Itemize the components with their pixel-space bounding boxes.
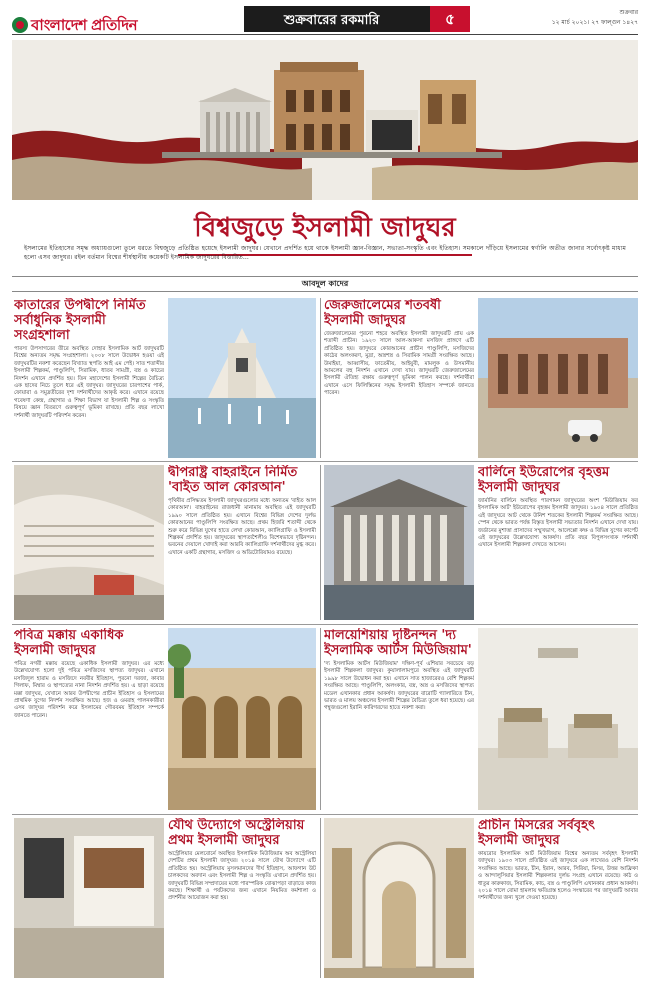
- article-body: কায়রোর ইসলামিক আর্ট মিউজিয়াম বিশ্বের অন্যতম সর্ববৃহৎ ইসলামী জাদুঘর। ১৯০৩ সালে প্রতিষ্ঠিত এই জাদুঘরে এক লাখেরও বেশি নিদর্শন সংরক্ষিত আছে। ভারত, চীন, ইরান, আরব, সিরিয়া, মিসর, উত্তর আফ্রিকা ও আন্দালুসিয়ার ইসলামী শিল্পকলার দুর্লভ সংগ্রহ এখানে রয়েছে। কাঠ ও ধাতুর কারুকাজ, সিরামিক, কাচ, বস্ত্র ও পাণ্ডুলিপি এখানকার প্রধান আকর্ষণ। ২০১৪ সালে বোমা হামলায় ক্ষতিগ্রস্ত হলেও সংস্কারের পর জাদুঘরটি আবার দর্শনার্থীদের জন্য খুলে দেওয়া হয়েছে।: [478, 851, 638, 902]
- byline: আবদুল কাদের: [12, 276, 638, 292]
- photo-makkah-museum: [168, 628, 316, 810]
- photo-berlin-museum: [324, 465, 474, 620]
- article-title: প্রাচীন মিসরের সর্ববৃহৎ ইসলামী জাদুঘর: [478, 818, 595, 848]
- photo-qatar-museum: [168, 298, 316, 458]
- headline-text: বিশ্বজুড়ে ইসলামী জাদুঘর: [178, 204, 471, 256]
- article-body: পারস্য উপসাগরের তীরে অবস্থিত দোহার ইসলামিক আর্ট জাদুঘরটি বিশ্বের অন্যতম সমৃদ্ধ সংগ্রহশালা। ২০০৮ সালে উদ্বোধন হওয়া এই জাদুঘরটির নকশা করেছেন বিখ্যাত স্থপতি আই এম পেই। সাত শতাব্দীর ইসলামী শিল্পকর্ম, পাণ্ডুলিপি, সিরামিক, ধাতব সামগ্রী, বস্ত্র ও কাচের নিদর্শন এখানে প্রদর্শিত হয়। তিন মহাদেশের ইসলামী শিল্পের বৈচিত্র্য এক ছাদের নিচে তুলে ধরে এই জাদুঘর। জাদুঘরের চারপাশের পার্ক, ফোয়ারা ও সমুদ্রতীরের দৃশ্য দর্শনার্থীদের আকৃষ্ট করে। এখানে রয়েছে গবেষণা কেন্দ্র, গ্রন্থাগার ও শিক্ষা বিভাগ যা ইসলামী শিল্প ও সংস্কৃতি বিষয়ে জ্ঞান বিতরণে গুরুত্বপূর্ণ ভূমিকা রাখছে। প্রতি বছর লাখো দর্শনার্থী জাদুঘরটি পরিদর্শন করেন।: [14, 346, 164, 419]
- photo-australia-museum: [14, 818, 164, 978]
- article-australia: [168, 818, 316, 978]
- photo-egypt-museum: [324, 818, 474, 978]
- page-number: ৫: [430, 6, 470, 32]
- article-title: বার্লিনে ইউরোপের বৃহত্তম ইসলামী জাদুঘর: [478, 465, 610, 495]
- date-text: ১২ মার্চ ২০২১। ২৭ ফাল্গুন ১৪২৭: [551, 19, 638, 26]
- article-jerusalem: [324, 298, 474, 458]
- row-divider: [12, 624, 638, 625]
- day-text: শুক্রবার: [619, 9, 638, 16]
- photo-jerusalem-museum: [478, 298, 638, 458]
- row-divider: [12, 461, 638, 462]
- dateline: [552, 8, 638, 28]
- article-title: কাতারের উপদ্বীপে নির্মিত সর্বাধুনিক ইসলামী সংগ্রহশালা: [14, 298, 146, 343]
- article-body: পৃথিবীর প্রসিদ্ধতম ইসলামী জাদুঘরগুলোর মধ্যে অন্যতম 'বাইত আল কোরআন'। বাহরাইনের রাজধানী মানামায় অবস্থিত এই জাদুঘরটি ১৯৯০ সালে প্রতিষ্ঠিত হয়। এখানে বিশ্বের বিভিন্ন দেশের দুর্লভ কোরআনের পাণ্ডুলিপি সংরক্ষিত আছে। প্রথম হিজরি শতাব্দী থেকে শুরু করে বিভিন্ন যুগের হাতে লেখা কোরআন, ক্যালিগ্রাফি ও ইসলামী শিল্পকর্ম প্রদর্শিত হয়। জাদুঘরের স্থাপত্যশৈলীও বিশেষভাবে দৃষ্টিনন্দন। ভবনের দেয়ালে খোদাই করা আরবি ক্যালিগ্রাফি দর্শনার্থীদের মুগ্ধ করে। এখানে একটি গ্রন্থাগার, মসজিদ ও অডিটোরিয়ামও রয়েছে।: [168, 498, 316, 556]
- article-body: জেরুজালেমের পুরনো শহরে অবস্থিত ইসলামী জাদুঘরটি প্রায় এক শতাব্দী প্রাচীন। ১৯২৩ সালে আল-আকসা মসজিদ প্রাঙ্গণে এটি প্রতিষ্ঠিত হয়। জাদুঘরে কোরআনের প্রাচীন পাণ্ডুলিপি, মসজিদের কাঠের অলংকরণ, মুদ্রা, অস্ত্রশস্ত্র ও সিরামিক সামগ্রী সংরক্ষিত আছে। উমাইয়া, আব্বাসীয়, ফাতেমীয়, আইয়ুবী, মামলুক ও উসমানীয় আমলের বহু নিদর্শন এখানে দেখা যায়। জাদুঘরটি জেরুজালেমের ইসলামী ঐতিহ্য রক্ষায় গুরুত্বপূর্ণ ভূমিকা পালন করছে। দর্শনার্থীরা এখানে এসে ফিলিস্তিনের সমৃদ্ধ ইসলামী ইতিহাস সম্পর্কে জানতে পারেন।: [324, 331, 474, 397]
- masthead-rule: [12, 34, 638, 35]
- column-divider: [320, 298, 321, 458]
- photo-malaysia-museum: [478, 628, 638, 810]
- article-body: অস্ট্রেলিয়ার মেলবোর্নে অবস্থিত ইসলামিক মিউজিয়াম অব অস্ট্রেলিয়া দেশটির প্রথম ইসলামী জাদুঘর। ২০১৪ সালে যৌথ উদ্যোগে এটি প্রতিষ্ঠিত হয়। অস্ট্রেলিয়ায় মুসলমানদের দীর্ঘ ইতিহাস, আফগান উট চালকদের অবদান এবং ইসলামী শিল্প ও সংস্কৃতি এখানে প্রদর্শিত হয়। জাদুঘরটি বিভিন্ন সম্প্রদায়ের মধ্যে পারস্পরিক বোঝাপড়া বাড়াতে কাজ করছে। শিক্ষার্থী ও পর্যটকদের জন্য এখানে নিয়মিত কর্মশালা ও প্রদর্শনীর আয়োজন করা হয়।: [168, 851, 316, 902]
- logo-text: বাংলাদেশ প্রতিদিন: [31, 16, 138, 34]
- article-body: পবিত্র নগরী মক্কায় রয়েছে একাধিক ইসলামী জাদুঘর। এর মধ্যে উল্লেখযোগ্য হলো দুই পবিত্র মসজিদের স্থাপত্য জাদুঘর। এখানে মসজিদুল হারাম ও মসজিদে নববীর ইতিহাস, পুরনো দরজা, কাবার গিলাফ, মিম্বার ও স্থাপত্যের নানা নিদর্শন প্রদর্শিত হয়। এ ছাড়া রয়েছে মক্কা জাদুঘর, যেখানে আরব উপদ্বীপের প্রাচীন ইতিহাস ও ইসলামের প্রাথমিক যুগের নিদর্শন সংরক্ষিত আছে। হজ ও ওমরাহ পালনকারীরা এসব জাদুঘর পরিদর্শন করে ইসলামের গৌরবময় ইতিহাস সম্পর্কে জানতে পারেন।: [14, 661, 164, 719]
- newspaper-logo[interactable]: [12, 14, 137, 39]
- article-title: মালয়েশিয়ায় দৃষ্টিনন্দন 'দ্য ইসলামিক আর্টস মিউজিয়াম': [324, 628, 472, 658]
- article-makkah: [14, 628, 164, 810]
- article-title: পবিত্র মক্কায় একাধিক ইসলামী জাদুঘর: [14, 628, 124, 658]
- article-title: জেরুজালেমের শতবর্ষী ইসলামী জাদুঘর: [324, 298, 441, 328]
- article-malaysia: [324, 628, 474, 810]
- article-qatar: [14, 298, 164, 458]
- article-title: দ্বীপরাষ্ট্র বাহরাইনে নির্মিত 'বাইত আল কোরআন': [168, 465, 298, 495]
- photo-bahrain-museum: [14, 465, 164, 620]
- article-bahrain: [168, 465, 316, 620]
- article-body: 'দ্য ইসলামিক আর্টস মিউজিয়াম' দক্ষিণ-পূর্ব এশিয়ার সবচেয়ে বড় ইসলামী শিল্পকলা জাদুঘর। কুয়ালালামপুরে অবস্থিত এই জাদুঘরটি ১৯৯৮ সালে উদ্বোধন করা হয়। এখানে সাত হাজারেরও বেশি শিল্পকর্ম সংরক্ষিত আছে। পাণ্ডুলিপি, অলংকার, বস্ত্র, অস্ত্র ও মসজিদের স্থাপত্য মডেল এখানকার প্রধান আকর্ষণ। জাদুঘরের বারোটি গ্যালারিতে চীন, ভারত ও মালয় অঞ্চলের ইসলামী শিল্পের বৈচিত্র্য তুলে ধরা হয়েছে। এর গম্বুজগুলো ইরানি কারিগরদের হাতে নকশা করা।: [324, 661, 474, 712]
- logo-emblem-icon: [12, 17, 28, 33]
- column-divider: [320, 818, 321, 978]
- article-berlin: [478, 465, 638, 620]
- column-divider: [320, 628, 321, 810]
- section-title-text: শুক্রবারের রকমারি: [284, 13, 380, 28]
- intro-paragraph: ইসলামের ইতিহাসের সমৃদ্ধ অধ্যায়গুলো তুলে ধরতে বিশ্বজুড়ে প্রতিষ্ঠিত হয়েছে ইসলামী জাদুঘর। যেখানে প্রদর্শিত হয়ে থাকে ইসলামী জ্ঞান-বিজ্ঞান, সভ্যতা-সংস্কৃতি এবং ইতিহাস। সমকালে দাঁড়িয়ে ইসলামের স্বর্ণালি অতীত জানার সর্বোৎকৃষ্ট মাধ্যম হলো এসব জাদুঘর। রইল বর্তমান বিশ্বের শীর্ষস্থানীয় কয়েকটি ইসলামিক জাদুঘরের বিত্তারিত...: [24, 245, 626, 262]
- article-body: জার্মানির বার্লিনে অবস্থিত পারগামন জাদুঘরের অংশ 'মিউজিয়াম ফর ইসলামিক আর্ট' ইউরোপের বৃহত্তম ইসলামী জাদুঘর। ১৯০৪ সালে প্রতিষ্ঠিত এই জাদুঘরে আট থেকে উনিশ শতকের ইসলামী শিল্পকর্ম সংরক্ষিত আছে। স্পেন থেকে ভারত পর্যন্ত বিস্তৃত ইসলামী সভ্যতার নিদর্শন এখানে দেখা যায়। জর্ডানের মুশাত্তা প্রাসাদের সম্মুখভাগ, আলেপ্পো কক্ষ ও বিভিন্ন যুগের কার্পেট এই জাদুঘরের উল্লেখযোগ্য আকর্ষণ। প্রতি বছর বিপুলসংখ্যক দর্শনার্থী এখানে ইসলামী শিল্পকলা দেখতে আসেন।: [478, 498, 638, 549]
- row-divider: [12, 814, 638, 815]
- article-egypt: [478, 818, 638, 978]
- column-divider: [320, 465, 321, 620]
- article-title: যৌথ উদ্যোগে অস্ট্রেলিয়ায় প্রথম ইসলামী জাদুঘর: [168, 818, 305, 848]
- hero-image: [12, 40, 638, 200]
